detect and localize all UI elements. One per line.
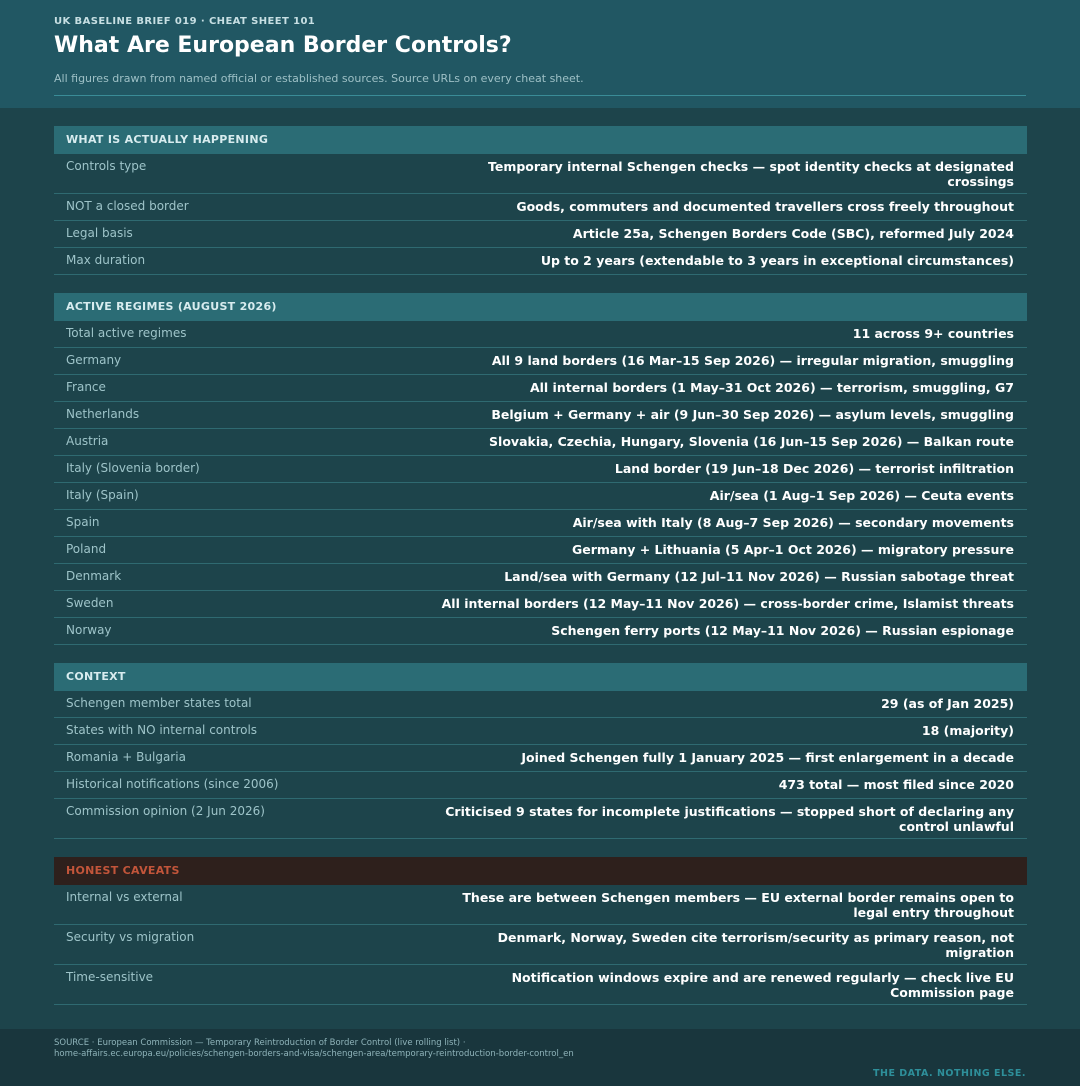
section-heading: HONEST CAVEATS [54, 857, 1027, 885]
row-value: Belgium + Germany + air (9 Jun–30 Sep 2026) — asylum levels, smuggling [491, 407, 1014, 422]
table-row [54, 925, 1027, 965]
page-footer [0, 1029, 1080, 1086]
row-label: Italy (Slovenia border) [66, 461, 200, 475]
row-value: 473 total — most filed since 2020 [778, 777, 1014, 792]
table-row [54, 402, 1027, 429]
row-label: Germany [66, 353, 122, 367]
tagline: THE DATA. NOTHING ELSE. [873, 1068, 1026, 1079]
row-label: Security vs migration [66, 930, 195, 944]
row-value: All internal borders (1 May–31 Oct 2026) — terrorism, smuggling, G7 [529, 380, 1014, 395]
row-label: NOT a closed border [66, 199, 189, 213]
source-url: home-affairs.ec.europa.eu/policies/schengen-borders-and-visa/schengen-area/temporary-reintroduction-border-control_en [54, 1049, 574, 1059]
row-value: Air/sea with Italy (8 Aug–7 Sep 2026) — secondary movements [572, 515, 1014, 530]
table-row [54, 618, 1027, 645]
page-header [0, 0, 1080, 108]
section-heading: CONTEXT [54, 663, 1027, 691]
table-row [54, 429, 1027, 456]
row-label: Schengen member states total [66, 696, 252, 710]
row-value: Schengen ferry ports (12 May–11 Nov 2026) — Russian espionage [551, 623, 1014, 638]
table-row [54, 154, 1027, 194]
section-heading: ACTIVE REGIMES (AUGUST 2026) [54, 293, 1027, 321]
row-label: Controls type [66, 159, 147, 173]
row-value: Land border (19 Jun–18 Dec 2026) — terrorist infiltration [614, 461, 1014, 476]
source-line: SOURCE · European Commission — Temporary Reintroduction of Border Control (live rolling list) · [54, 1038, 466, 1048]
table-row [54, 321, 1027, 348]
section-heading: WHAT IS ACTUALLY HAPPENING [54, 126, 1027, 154]
row-label: Commission opinion (2 Jun 2026) [66, 804, 265, 818]
table-row [54, 456, 1027, 483]
row-label: Netherlands [66, 407, 140, 421]
row-value: All 9 land borders (16 Mar–15 Sep 2026) — irregular migration, smuggling [491, 353, 1014, 368]
row-value: Joined Schengen fully 1 January 2025 — first enlargement in a decade [521, 750, 1014, 765]
kicker: UK BASELINE BRIEF 019 · CHEAT SHEET 101 [54, 16, 316, 27]
header-divider [54, 95, 1026, 96]
table-row [54, 537, 1027, 564]
section-context [54, 663, 1027, 839]
row-label: Legal basis [66, 226, 133, 240]
row-value: Up to 2 years (extendable to 3 years in exceptional circumstances) [540, 253, 1014, 268]
row-value: 11 across 9+ countries [852, 326, 1014, 341]
row-value: These are between Schengen members — EU external border remains open to legal entry throughout [462, 890, 1014, 920]
row-label: Romania + Bulgaria [66, 750, 186, 764]
row-label: Denmark [66, 569, 122, 583]
row-value: Air/sea (1 Aug–1 Sep 2026) — Ceuta events [709, 488, 1014, 503]
table-row [54, 221, 1027, 248]
table-row [54, 718, 1027, 745]
row-value: Criticised 9 states for incomplete justifications — stopped short of declaring any control unlawful [445, 804, 1014, 834]
row-label: Norway [66, 623, 112, 637]
row-value: Goods, commuters and documented travellers cross freely throughout [516, 199, 1014, 214]
row-label: France [66, 380, 106, 394]
table-row [54, 799, 1027, 839]
row-label: Total active regimes [66, 326, 187, 340]
table-row [54, 194, 1027, 221]
row-value: Temporary internal Schengen checks — spot identity checks at designated crossings [487, 159, 1014, 189]
row-label: Historical notifications (since 2006) [66, 777, 279, 791]
row-label: Sweden [66, 596, 114, 610]
section-what-is-happening [54, 126, 1027, 275]
table-row [54, 885, 1027, 925]
table-row [54, 483, 1027, 510]
row-label: Spain [66, 515, 100, 529]
row-label: Austria [66, 434, 109, 448]
row-value: Notification windows expire and are renewed regularly — check live EU Commission page [511, 970, 1014, 1000]
row-value: Slovakia, Czechia, Hungary, Slovenia (16 Jun–15 Sep 2026) — Balkan route [489, 434, 1014, 449]
table-row [54, 691, 1027, 718]
row-value: All internal borders (12 May–11 Nov 2026) — cross-border crime, Islamist threats [441, 596, 1014, 611]
row-label: States with NO internal controls [66, 723, 258, 737]
table-row [54, 564, 1027, 591]
row-label: Poland [66, 542, 107, 556]
table-row [54, 591, 1027, 618]
table-row [54, 375, 1027, 402]
table-row [54, 965, 1027, 1005]
page-subtitle: All figures drawn from named official or established sources. Source URLs on every cheat sheet. [54, 72, 584, 85]
table-row [54, 745, 1027, 772]
source-note [54, 1038, 574, 1060]
section-honest-caveats [54, 857, 1027, 1005]
row-label: Max duration [66, 253, 146, 267]
row-value: Land/sea with Germany (12 Jul–11 Nov 2026) — Russian sabotage threat [504, 569, 1014, 584]
table-row [54, 248, 1027, 275]
row-value: 18 (majority) [921, 723, 1014, 738]
table-row [54, 510, 1027, 537]
row-label: Italy (Spain) [66, 488, 139, 502]
table-row [54, 772, 1027, 799]
row-label: Internal vs external [66, 890, 183, 904]
row-value: 29 (as of Jan 2025) [881, 696, 1014, 711]
table-row [54, 348, 1027, 375]
row-value: Denmark, Norway, Sweden cite terrorism/security as primary reason, not migration [497, 930, 1014, 960]
row-value: Article 25a, Schengen Borders Code (SBC), reformed July 2024 [572, 226, 1014, 241]
row-value: Germany + Lithuania (5 Apr–1 Oct 2026) — migratory pressure [571, 542, 1014, 557]
content [54, 126, 1027, 1023]
section-active-regimes [54, 293, 1027, 645]
page-title: What Are European Border Controls? [54, 33, 512, 58]
row-label: Time-sensitive [66, 970, 154, 984]
